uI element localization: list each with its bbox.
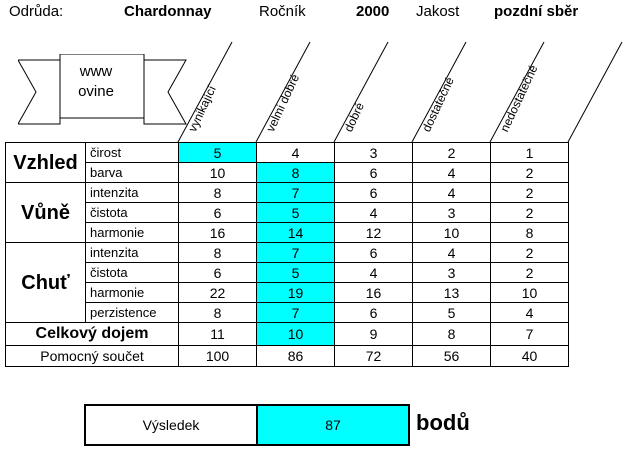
overall-cell[interactable]: 10 xyxy=(257,323,335,346)
criterion-label: intenzita xyxy=(86,183,179,203)
score-cell[interactable]: 4 xyxy=(257,143,335,163)
score-table-body xyxy=(6,143,569,367)
helper-cell: 72 xyxy=(335,346,413,367)
score-cell[interactable]: 2 xyxy=(413,143,491,163)
table-row xyxy=(6,203,569,223)
table-row xyxy=(6,183,569,203)
score-cell[interactable]: 4 xyxy=(335,263,413,283)
table-row xyxy=(6,243,569,263)
score-cell[interactable]: 5 xyxy=(257,203,335,223)
result-unit: bodů xyxy=(416,410,470,435)
quality-value: pozdní sběr xyxy=(494,3,579,20)
variety-label: Odrůda: xyxy=(9,3,64,20)
score-cell[interactable]: 8 xyxy=(491,223,569,243)
category-taste: Chuť xyxy=(6,243,86,323)
criterion-label: harmonie xyxy=(86,283,179,303)
score-cell[interactable]: 4 xyxy=(413,183,491,203)
score-cell[interactable]: 7 xyxy=(257,303,335,323)
score-cell[interactable]: 7 xyxy=(257,183,335,203)
year-value: 2000 xyxy=(356,3,390,20)
score-cell[interactable]: 3 xyxy=(335,143,413,163)
criterion-label: harmonie xyxy=(86,223,179,243)
score-cell[interactable]: 8 xyxy=(257,163,335,183)
score-cell[interactable]: 6 xyxy=(335,183,413,203)
overall-cell[interactable]: 8 xyxy=(413,323,491,346)
score-cell[interactable]: 4 xyxy=(491,303,569,323)
score-cell[interactable]: 2 xyxy=(491,243,569,263)
score-cell[interactable]: 10 xyxy=(179,163,257,183)
result-box xyxy=(84,404,410,446)
year-label: Ročník xyxy=(259,3,306,20)
score-cell[interactable]: 2 xyxy=(491,163,569,183)
score-cell[interactable]: 19 xyxy=(257,283,335,303)
col-header-2: velmi dobré xyxy=(263,71,303,134)
score-cell[interactable]: 2 xyxy=(491,203,569,223)
score-cell[interactable]: 16 xyxy=(335,283,413,303)
score-cell[interactable]: 12 xyxy=(335,223,413,243)
score-cell[interactable]: 5 xyxy=(179,143,257,163)
score-cell[interactable]: 4 xyxy=(413,243,491,263)
category-aroma: Vůně xyxy=(6,183,86,243)
criterion-label: čirost xyxy=(86,143,179,163)
overall-cell[interactable]: 9 xyxy=(335,323,413,346)
score-cell[interactable]: 4 xyxy=(413,163,491,183)
helper-label: Pomocný součet xyxy=(6,346,179,367)
score-cell[interactable]: 10 xyxy=(491,283,569,303)
overall-label: Celkový dojem xyxy=(6,323,179,346)
score-cell[interactable]: 8 xyxy=(179,243,257,263)
col-header-4: dostatečné xyxy=(419,74,457,134)
logo-line-2: ovine xyxy=(78,83,114,100)
score-cell[interactable]: 6 xyxy=(335,163,413,183)
criterion-label: čistota xyxy=(86,203,179,223)
table-row xyxy=(6,303,569,323)
score-cell[interactable]: 6 xyxy=(179,203,257,223)
score-cell[interactable]: 6 xyxy=(335,303,413,323)
score-cell[interactable]: 13 xyxy=(413,283,491,303)
result-label: Výsledek xyxy=(86,406,258,444)
score-cell[interactable]: 10 xyxy=(413,223,491,243)
variety-value: Chardonnay xyxy=(124,3,212,20)
helper-cell: 40 xyxy=(491,346,569,367)
overall-row xyxy=(6,323,569,346)
criterion-label: intenzita xyxy=(86,243,179,263)
score-cell[interactable]: 4 xyxy=(335,203,413,223)
score-cell[interactable]: 2 xyxy=(491,263,569,283)
score-cell[interactable]: 16 xyxy=(179,223,257,243)
overall-cell[interactable]: 11 xyxy=(179,323,257,346)
score-cell[interactable]: 6 xyxy=(179,263,257,283)
table-row xyxy=(6,163,569,183)
table-row xyxy=(6,263,569,283)
score-cell[interactable]: 22 xyxy=(179,283,257,303)
logo-line-1: www xyxy=(79,63,113,80)
table-row xyxy=(6,143,569,163)
score-table xyxy=(5,142,569,367)
quality-label: Jakost xyxy=(416,3,460,20)
score-cell[interactable]: 1 xyxy=(491,143,569,163)
score-cell[interactable]: 6 xyxy=(335,243,413,263)
col-header-3: dobré xyxy=(341,100,367,134)
category-appearance: Vzhled xyxy=(6,143,86,183)
helper-row xyxy=(6,346,569,367)
criterion-label: perzistence xyxy=(86,303,179,323)
score-cell[interactable]: 7 xyxy=(257,243,335,263)
score-cell[interactable]: 5 xyxy=(257,263,335,283)
score-cell[interactable]: 8 xyxy=(179,183,257,203)
score-cell[interactable]: 14 xyxy=(257,223,335,243)
score-cell[interactable]: 3 xyxy=(413,203,491,223)
helper-cell: 86 xyxy=(257,346,335,367)
score-cell[interactable]: 5 xyxy=(413,303,491,323)
score-cell[interactable]: 3 xyxy=(413,263,491,283)
score-cell[interactable]: 2 xyxy=(491,183,569,203)
column-header-lines xyxy=(0,0,630,160)
col-header-5: nedostatečné xyxy=(497,62,541,135)
result-value: 87 xyxy=(258,406,408,444)
score-cell[interactable]: 8 xyxy=(179,303,257,323)
table-row xyxy=(6,283,569,303)
overall-cell[interactable]: 7 xyxy=(491,323,569,346)
helper-cell: 56 xyxy=(413,346,491,367)
criterion-label: barva xyxy=(86,163,179,183)
helper-cell: 100 xyxy=(179,346,257,367)
table-row xyxy=(6,223,569,243)
criterion-label: čistota xyxy=(86,263,179,283)
col-header-1: vynikající xyxy=(185,83,219,134)
